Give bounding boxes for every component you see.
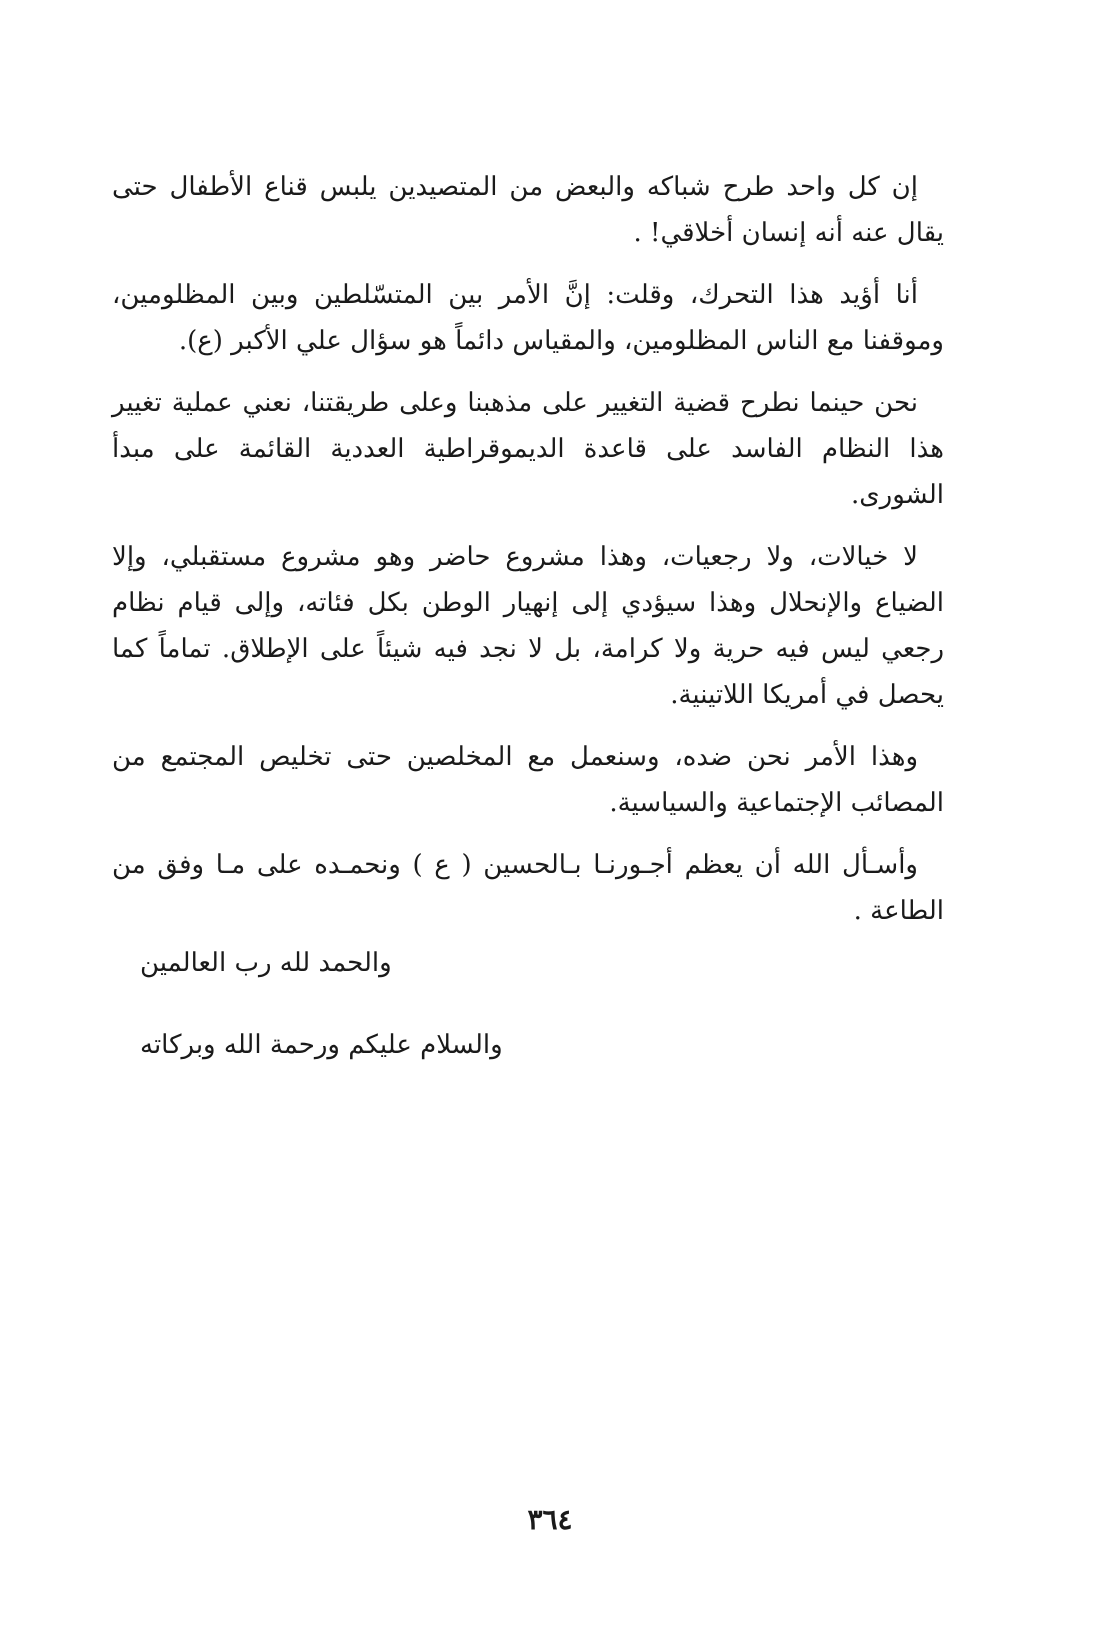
body-text — [112, 164, 944, 950]
paragraph-6: وأسـأل الله أن يعظم أجـورنـا بـالحسين ( ع ) ونحمـده على مـا وفق من الطاعة . — [112, 850, 944, 926]
closing-block — [112, 940, 944, 1104]
paragraph-1: إن كل واحد طرح شباكه والبعض من المتصيدين يلبس قناع الأطفال حتى يقال عنه أنه إنسان أخلاقي! . — [112, 172, 944, 248]
paragraph-5: وهذا الأمر نحن ضده، وسنعمل مع المخلصين حتى تخليص المجتمع من المصائب الإجتماعية والسياسية. — [112, 742, 944, 818]
paragraph-4: لا خيالات، ولا رجعيات، وهذا مشروع حاضر وهو مشروع مستقبلي، وإلا الضياع والإنحلال وهذا سيؤدي إلى إنهيار الوطن بكل فئاته، وإلى قيام نظام رجعي ليس فيه حرية ولا كرامة، بل لا نجد فيه شيئاً على الإطلاق. تماماً كما يحصل في أمريكا اللاتينية. — [112, 542, 944, 710]
closing-praise: والحمد لله رب العالمين — [140, 948, 392, 978]
page-number: ٣٦٤ — [527, 1503, 573, 1536]
paragraph-3: نحن حينما نطرح قضية التغيير على مذهبنا وعلى طريقتنا، نعني عملية تغيير هذا النظام الفاسد على قاعدة الديموقراطية العددية القائمة على مبدأ الشورى. — [112, 388, 944, 510]
closing-salutation: والسلام عليكم ورحمة الله وبركاته — [140, 1030, 503, 1060]
paragraph-2: أنا أؤيد هذا التحرك، وقلت: إنَّ الأمر بين المتسّلطين وبين المظلومين، وموقفنا مع الناس المظلومين، والمقياس دائماً هو سؤال علي الأكبر (ع). — [112, 280, 944, 356]
